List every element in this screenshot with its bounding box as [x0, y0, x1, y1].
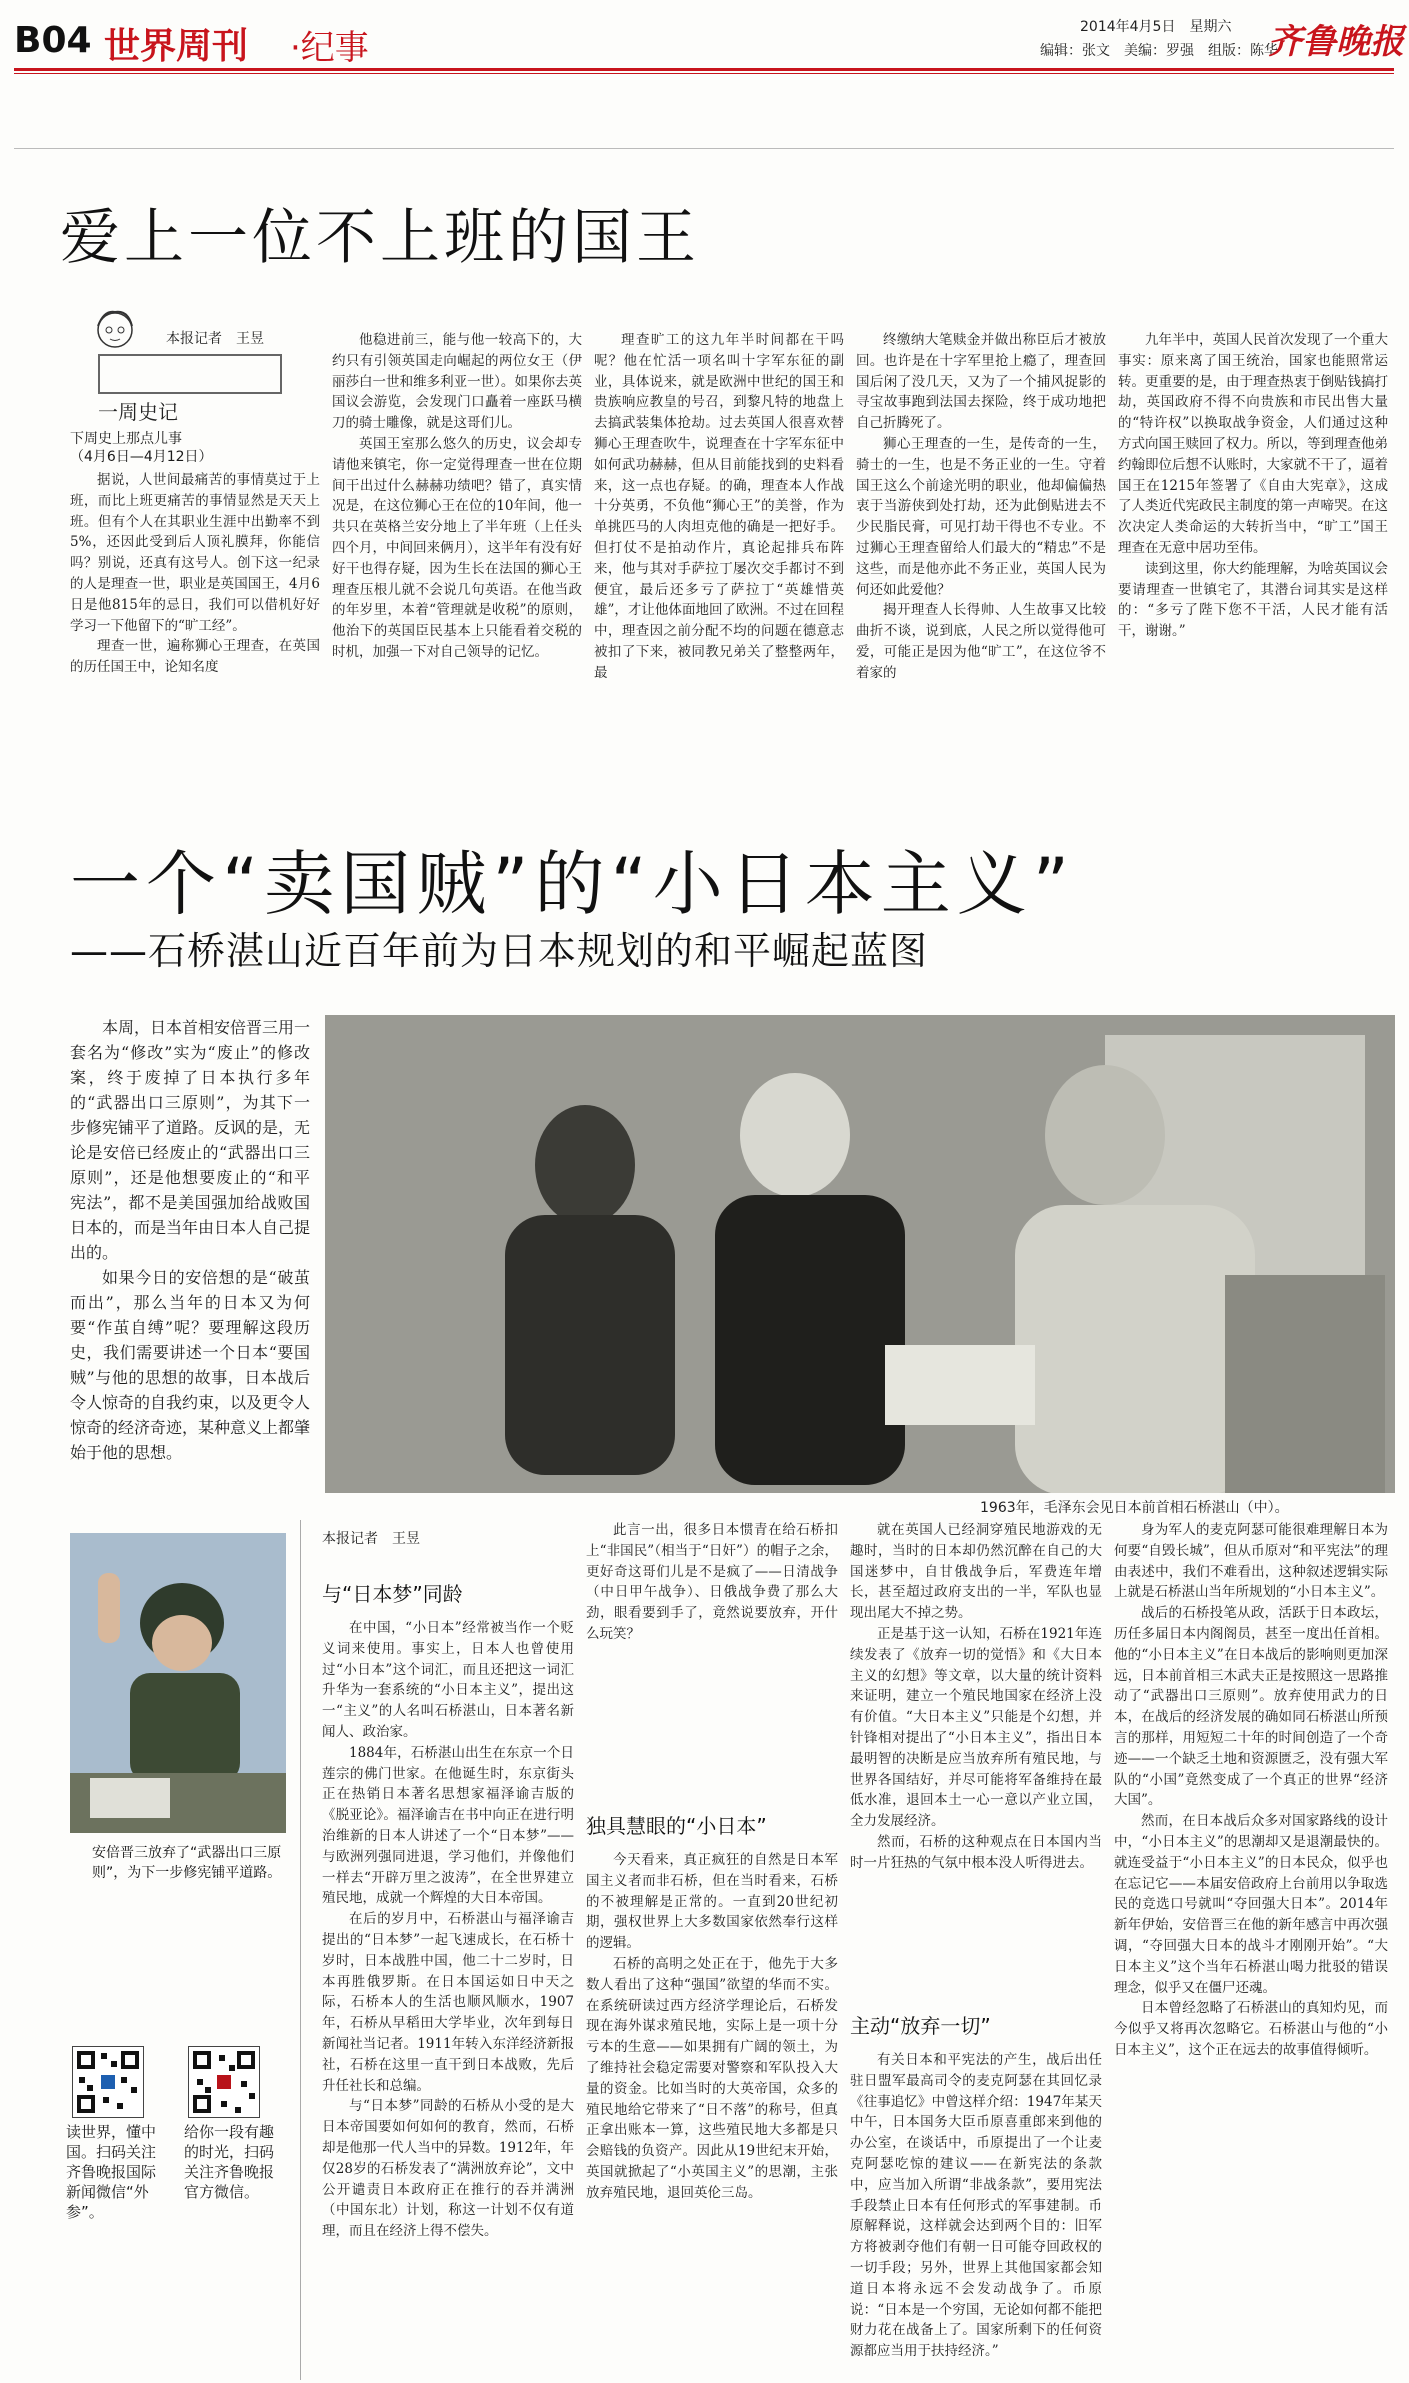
article2-byline: 本报记者 王昱 — [322, 1531, 420, 1547]
intro-para: 如果今日的安倍想的是“破茧而出”，那么当年的日本又为何要“作茧自缚”呢？要理解这段历史，我们需要讲述一个日本“要国贼”与他的思想的故事，日本战后令人惊奇的自我约束，以及更令人惊奇的经济奇迹，某种意义上都肇始于他的思想。 — [70, 1268, 310, 1462]
article2-subtitle: ——石桥湛山近百年前为日本规划的和平崛起蓝图 — [70, 929, 929, 973]
portrait-sketch-icon — [86, 306, 144, 356]
newspaper-logo: 齐鲁晚报 — [1268, 22, 1404, 62]
article1-para: 英国王室那么悠久的历史，议会却专请他来镇宅，你一定觉得理查一世在位期间干出过什么赫赫功绩吧？错了，真实情况是，在这位狮心王在位的10年间，他一共只在英格兰安分地上了半年班（上任头四个月，中间回来俩月），这半年有没有好好干也得存疑，因为生长在法国的狮心王理查压根儿就不会说几句英语。在他当政的年岁里，本着“管理就是收税”的原则，他治下的英国臣民基本上只能看着交税的时机，加强一下对自己领导的记忆。 — [332, 435, 582, 660]
section-heading-1: 与“日本梦”同龄 — [322, 1582, 463, 1606]
article1-col-2 — [332, 330, 582, 740]
article2-col-2a — [586, 1520, 838, 1800]
body-para: 然而，石桥的这种观点在日本国内当时一片狂热的气氛中根本没人听得进去。 — [850, 1833, 1102, 1871]
qr-code-icon — [73, 2047, 143, 2117]
body-para: 正是基于这一认知，石桥在1921年连续发表了《放弃一切的觉悟》和《大日本主义的幻想》等文章，以大量的统计资料来证明，建立一个殖民地国家在经济上没有价值。“大日本主义”只能是个幻想，并针锋相对提出了“小日本主义”，指出日本最明智的决断是应当放弃所有殖民地，与世界各国结好，并尽可能将军备维持在最低水准，退回本土一心一意以产业立国，全力发展经济。 — [850, 1625, 1102, 1830]
article2-col-3a — [850, 1520, 1102, 2000]
page-code: B04 — [14, 20, 92, 61]
body-para: 在后的岁月中，石桥湛山与福泽谕吉提出的“日本梦”一起飞速成长，在石桥十岁时，日本战胜中国，他二十二岁时，日本再胜俄罗斯。在日本国运如日中天之际，石桥本人的生活也顺风顺水，1907年，石桥从早稻田大学毕业，次年到每日新闻社当记者。1911年转入东洋经济新报社，石桥在这里一直干到日本战败，先后升任社长和总编。 — [322, 1911, 574, 2094]
photo-illustration-icon — [325, 1015, 1395, 1493]
abe-photo-caption: 安倍晋三放弃了“武器出口三原则”，为下一步修宪铺平道路。 — [92, 1845, 282, 1881]
body-para: 就在英国人已经洞穿殖民地游戏的无趣时，当时的日本却仍然沉醉在自己的大国迷梦中，自甘俄战争后，军费连年增长，甚至超过政府支出的一半，军队也显现出尾大不掉之势。 — [850, 1522, 1102, 1622]
article2-col-2b — [586, 1850, 838, 2378]
body-para: 此言一出，很多日本惯青在给石桥扣上“非国民”（相当于“日奸”）的帽子之余，更好奇这哥们儿是不是疯了——日清战争（中日甲午战争）、日俄战争费了那么大劲，眼看要到手了，竟然说要放弃，开什么玩笑？ — [586, 1522, 838, 1642]
photo-caption: 1963年，毛泽东会见日本前首相石桥湛山（中）。 — [980, 1500, 1289, 1516]
article2-intro — [70, 1015, 310, 1520]
column-subtitle: 下周史上那点儿事 — [70, 431, 182, 447]
body-para: 身为军人的麦克阿瑟可能很难理解日本为何要“自毁长城”，但从币原对“和平宪法”的理由表述中，我们不难看出，这种叙述逻辑实际上就是石桥湛山当年所规划的“小日本主义”。 — [1114, 1522, 1388, 1601]
main-photo — [325, 1015, 1395, 1493]
article1-para: 终缴纳大笔赎金并做出称臣后才被放回。也许是在十字军里抢上瘾了，理查回国后闲了没几天，又为了一个捕风捉影的寻宝故事跑到法国去探险，终于成功地把自己折腾死了。 — [856, 332, 1106, 432]
article2-col-1 — [322, 1618, 574, 2378]
column-divider — [300, 1520, 301, 2380]
body-para: 在中国，“小日本”经常被当作一个贬义词来使用。事实上，日本人也曾使用过“小日本”这个词汇，而且还把这一词汇升华为一套系统的“小日本主义”，提出这一“主义”的人名叫石桥湛山，日本著名新闻人、政治家。 — [322, 1620, 574, 1740]
article1-col-4 — [856, 330, 1106, 740]
editor-credits: 编辑：张文 美编：罗强 组版：陈华 — [1040, 43, 1278, 59]
body-para: 与“日本梦”同龄的石桥从小受的是大日本帝国要如何如何的教育，然而，石桥却是他那一代人当中的异数。1912年，年仅28岁的石桥发表了“满洲放弃论”，文中公开谴责日本政府正在推行的吞并满洲（中国东北）计划，称这一计划不仅有道理，而且在经济上得不偿失。 — [322, 2098, 574, 2240]
column-name: 一周史记 — [98, 400, 178, 424]
article1-para: 揭开理查人长得帅、人生故事又比较曲折不谈，说到底，人民之所以觉得他可爱，可能正是因为他“旷工”，在这位爷不着家的 — [856, 602, 1106, 681]
qr-caption-2: 给你一段有趣的时光，扫码关注齐鲁晚报官方微信。 — [184, 2123, 275, 2201]
article1-title: 爱上一位不上班的国王 — [60, 203, 700, 273]
article1-byline: 本报记者 王昱 — [166, 331, 264, 347]
abe-photo — [70, 1533, 286, 1833]
article1-para: 九年半中，英国人民首次发现了一个重大事实：原来离了国王统治，国家也能照常运转。更重要的是，由于理查热衷于倒贴钱搞打劫，英国政府不得不向贵族和市民出售大量的“特许权”以换取战争资金，人们通过这种方式向国王赎回了权力。所以，等到理查他弟约翰即位后想不认账时，大家就不干了，逼着国王在1215年签署了《自由大宪章》，这成了人类近代宪政民主制度的第一声啼哭。在这次决定人类命运的大转折当中，“旷工”国王理查在无意中居功至伟。 — [1118, 332, 1388, 556]
article1-col-5 — [1118, 330, 1388, 740]
article2-col-4 — [1114, 1520, 1388, 2378]
qr-code-2[interactable] — [188, 2046, 260, 2118]
article1-para: 理查旷工的这九年半时间都在干吗呢？他在忙活一项名叫十字军东征的副业，具体说来，就是欧洲中世纪的国王和贵族响应教皇的号召，到黎凡特的地盘上去搞武装集体抢劫。过去英国人很喜欢替狮心王理查吹牛，说理查在十字军东征中如何武功赫赫，但从目前能找到的史料看来，这一点也存疑。的确，理查本人作战十分英勇，不负他“狮心王”的美誉，作为单挑匹马的人肉坦克他的确是一把好手。但打仗不是拍动作片，真论起排兵布阵来，他与其对手萨拉丁屡次交手都讨不到便宜，最后还多亏了萨拉丁“英雄惜英雄”，才让他体面地回了欧洲。不过在回程中，理查因之前分配不均的问题在德意志被扣了下来，被同教兄弟关了整整两年，最 — [594, 332, 844, 681]
intro-para: 本周，日本首相安倍晋三用一套名为“修改”实为“废止”的修改案，终于废掉了日本执行多年的“武器出口三原则”，为其下一步修宪铺平了道路。反讽的是，无论是安倍已经废止的“武器出口三原则”，还是他想要废止的“和平宪法”，都不是美国强加给战败国日本的，而是当年由日本人自己提出的。 — [70, 1018, 310, 1262]
author-portrait — [86, 306, 144, 356]
body-para: 然而，在日本战后众多对国家路线的设计中，“小日本主义”的思潮却又是退潮最快的。就连受益于“小日本主义”的日本民众，似乎也在忘记它——本届安倍政府上台前用以争取选民的竞选口号就叫“夺回强大日本”。2014年新年伊始，安倍晋三在他的新年感言中再次强调，“夺回强大日本的战斗才刚刚开始”。“大日本主义”这个当年石桥湛山喝力批驳的错误理念，似乎又在僵尸还魂。 — [1114, 1813, 1388, 1996]
qr-code-1[interactable] — [72, 2046, 144, 2118]
qr-code-icon — [189, 2047, 259, 2117]
section-heading-3: 主动“放弃一切” — [850, 2014, 991, 2038]
body-para: 1884年，石桥湛山出生在东京一个日莲宗的佛门世家。在他诞生时，东京街头正在热销日本著名思想家福泽谕吉版的《脱亚论》。福泽谕吉在书中向正在进行明治维新的日本人讲述了一个“日本梦”——与欧洲列强同进退，学习他们，并像他们一样去“开辟万里之波涛”，在全世界建立殖民地，成就一个辉煌的大日本帝国。 — [322, 1744, 574, 1907]
article1-para: 据说，人世间最痛苦的事情莫过于上班，而比上班更痛苦的事情显然是天天上班。但有个人在其职业生涯中出勤率不到5%，还因此受到后人顶礼膜拜，你能信吗？别说，还真有这号人。创下这一纪录的人是理查一世，职业是英国国王，4月6日是他815年的忌日，我们可以借机好好学习一下他留下的“旷工经”。 — [70, 472, 320, 634]
body-para: 有关日本和平宪法的产生，战后出任驻日盟军最高司令的麦克阿瑟在其回忆录《往事追忆》中曾这样介绍：1947年某天中午，日本国务大臣币原喜重郎来到他的办公室，在谈话中，币原提出了一个让麦克阿瑟吃惊的建议——在新宪法的条款中，应当加入所谓“非战条款”，要用宪法手段禁止日本有任何形式的军事建制。币原解释说，这样就会达到两个目的：旧军方将被剥夺他们有朝一日可能夺回政权的一切手段；另外，世界上其他国家都会知道日本将永远不会发动战争了。币原说：“日本是一个穷国，无论如何都不能把财力花在战备上了。国家所剩下的任何资源都应当用于扶持经济。” — [850, 2052, 1102, 2360]
column-date-range: （4月6日—4月12日） — [70, 449, 213, 465]
article1-para: 读到这里，你大约能理解，为啥英国议会要请理查一世镇宅了，其潜台词其实是这样的：“多亏了陛下您不干活，人民才能有活干，谢谢。” — [1118, 560, 1388, 640]
qr-caption-1: 读世界，懂中国。扫码关注齐鲁晚报国际新闻微信“外参”。 — [66, 2123, 157, 2221]
body-para: 日本曾经忽略了石桥湛山的真知灼见，而今似乎又将再次忽略它。石桥湛山与他的“小日本主义”，这个正在远去的故事值得倾听。 — [1114, 2000, 1388, 2058]
column-name-box — [98, 354, 282, 394]
article1-para: 理查一世，遍称狮心王理查，在英国的历任国王中，论知名度 — [70, 638, 320, 676]
article1-para: 他稳进前三，能与他一较高下的，大约只有引领英国走向崛起的两位女王（伊丽莎白一世和维多利亚一世）。如果你去英国议会游览，会发现门口矗着一座跃马横刀的骑士雕像，就是这哥们儿。 — [332, 332, 582, 432]
article1-col-3 — [594, 330, 844, 740]
body-para: 今天看来，真正疯狂的自然是日本军国主义者而非石桥，但在当时看来，石桥的不被理解是正常的。一直到20世纪初期，强权世界上大多数国家依然奉行这样的逻辑。 — [586, 1852, 838, 1952]
article2-col-3b — [850, 2050, 1102, 2378]
section-title: 世界周刊 — [104, 26, 249, 67]
divider — [14, 148, 1394, 149]
issue-date: 2014年4月5日 星期六 — [1080, 19, 1232, 35]
photo-illustration-icon — [70, 1533, 286, 1833]
header-rule — [14, 68, 1394, 71]
subsection-title: ·纪事 — [290, 28, 369, 68]
article1-para: 狮心王理查的一生，是传奇的一生，骑士的一生，也是不务正业的一生。守着国王这么个前途光明的职业，他却偏偏热衷于当游侠到处打劫，还为此倒贴进去不少民脂民膏，可见打劫干得也不专业。不过狮心王理查留给人们最大的“精忠”不是这些，而是他亦此不务正业，英国人民为何还如此爱他？ — [856, 435, 1106, 598]
body-para: 石桥的高明之处正在于，他先于大多数人看出了这种“强国”欲望的华而不实。在系统研读过西方经济学理论后，石桥发现在海外谋求殖民地，实际上是一项十分亏本的生意——如果拥有广阔的领土，为了维持社会稳定需要对警察和军队投入大量的资金。比如当时的大英帝国，众多的殖民地给它带来了“日不落”的称号，但真正拿出账本一算，这些殖民地大多都是只会赔钱的负资产。因此从19世纪末开始，英国就掀起了“小英国主义”的思潮，主张放弃殖民地，退回英伦三岛。 — [586, 1955, 838, 2201]
body-para: 战后的石桥投笔从政，活跃于日本政坛，历任多届日本内阁阁员，甚至一度出任首相。他的“小日本主义”在日本战后的影响则更加深远，日本前首相三木武夫正是按照这一思路推动了“武器出口三原则”。放弃使用武力的日本，在战后的经济发展的确如同石桥湛山所预言的那样，用短短二十年的时间创造了一个奇迹——一个缺乏土地和资源匮乏，没有强大军队的“小国”竟然变成了一个真正的世界“经济大国”。 — [1114, 1605, 1388, 1809]
article2-title: 一个“卖国贼”的“小日本主义” — [70, 843, 1076, 925]
section-heading-2: 独具慧眼的“小日本” — [586, 1814, 767, 1838]
article1-col-1 — [70, 470, 320, 740]
header-rule-thin — [14, 73, 1394, 74]
